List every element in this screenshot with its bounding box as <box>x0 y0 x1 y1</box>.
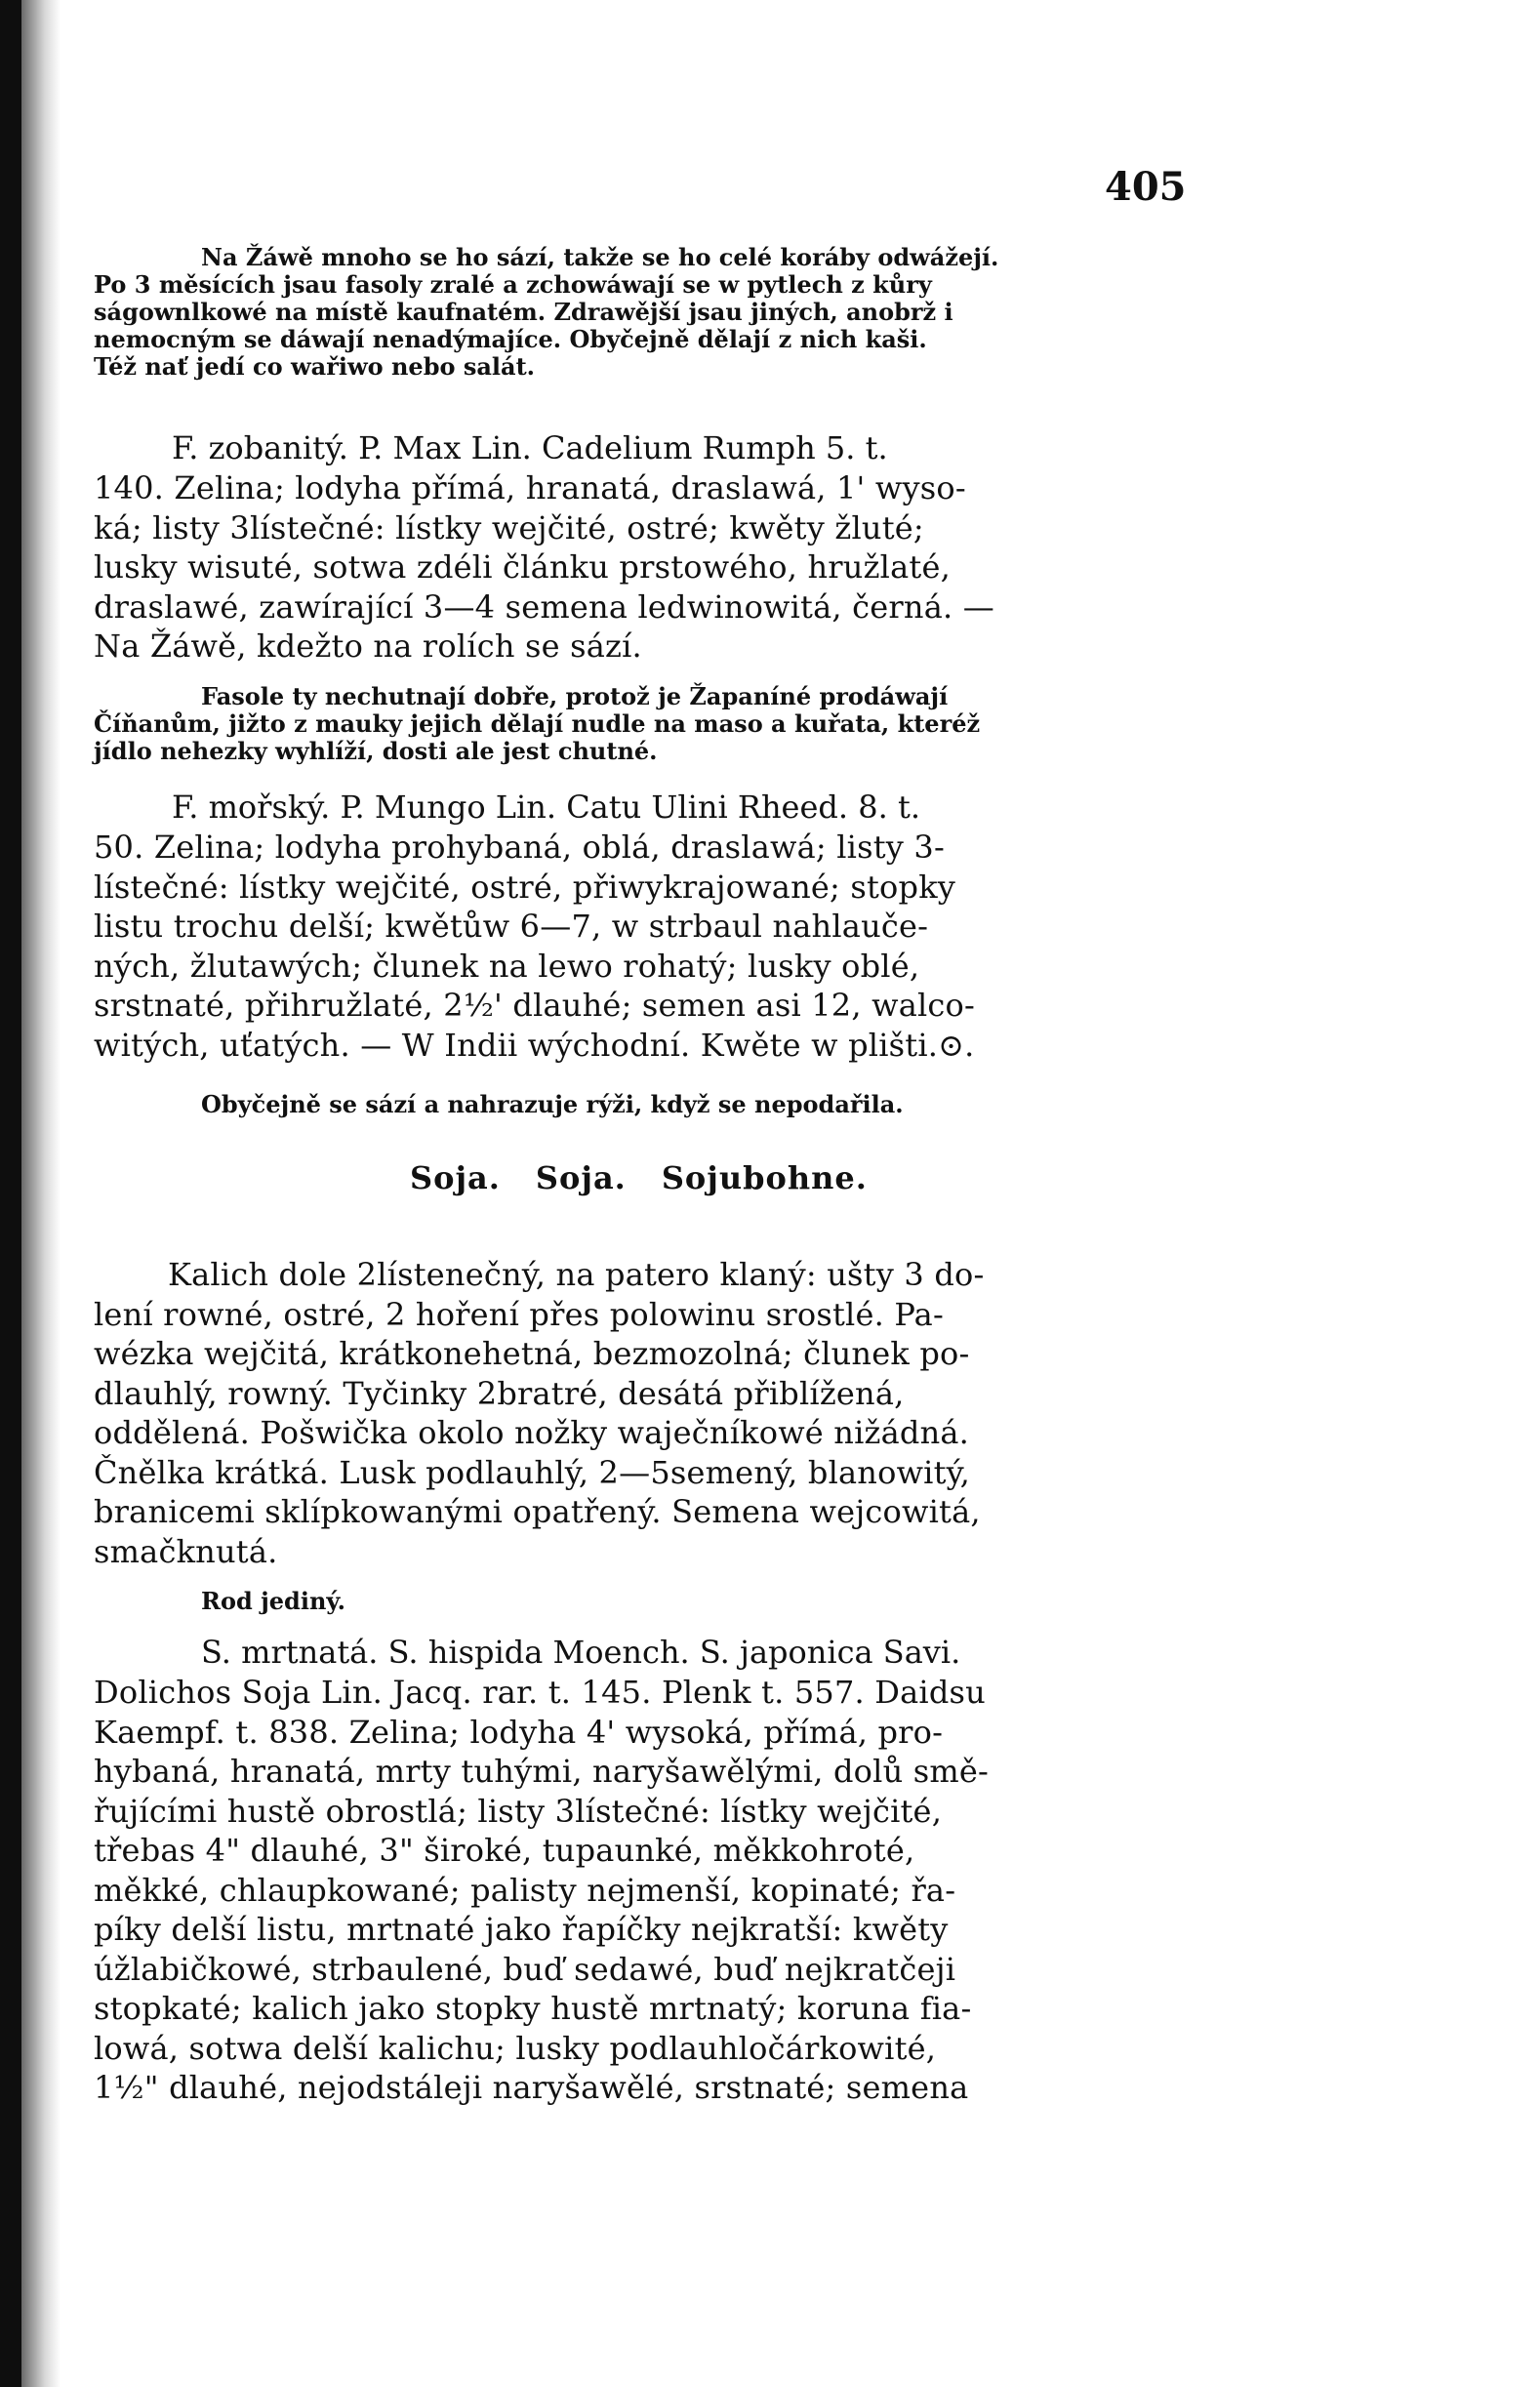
text-line: 140. Zelina; lodyha přímá, hranatá, draslawá, 1' wyso- <box>94 469 966 506</box>
text-line: píky delší listu, mrtnaté jako řapíčky nejkratší: kwěty <box>94 1911 949 1948</box>
text-line: Kalich dole 2lístenečný, na patero klaný: ušty 3 do- <box>168 1256 985 1293</box>
gutter-shadow <box>21 0 61 2387</box>
text-line: lusky wisuté, sotwa zdéli článku prstowého, hružlaté, <box>94 548 951 586</box>
text-line: úžlabičkowé, strbaulené, buď sedawé, buď nejkratčeji <box>94 1950 956 1988</box>
species-description <box>94 468 1148 667</box>
text-line: wézka wejčitá, krátkonehetná, bezmozolná; člunek po- <box>94 1335 970 1372</box>
species-note <box>94 1091 1148 1118</box>
text-line: Dolichos Soja Lin. Jacq. rar. t. 145. Plenk t. 557. Daidsu <box>94 1674 986 1711</box>
text-line: Kaempf. t. 838. Zelina; lodyha 4' wysoká, přímá, pro- <box>94 1713 944 1751</box>
text-line: nemocným se dáwají nenadýmajíce. Obyčejně dělají z nich kaši. <box>94 325 927 353</box>
text-line: hybaná, hranatá, mrty tuhými, naryšawělými, dolů smě- <box>94 1753 990 1790</box>
text-line: ných, žlutawých; člunek na lewo rohatý; lusky oblé, <box>94 947 920 985</box>
text-line: ságownlkowé na místě kaufnatém. Zdrawější jsau jiných, anobrž i <box>94 298 953 326</box>
text-line: Též nať jedí co wařiwo nebo salát. <box>94 352 536 381</box>
species-description <box>94 1673 1148 2108</box>
text-line: Na Žáwě mnoho se ho sází, takže se ho celé koráby odwážejí. <box>201 243 999 271</box>
text-line: lowá, sotwa delší kalichu; lusky podlauhločárkowité, <box>94 2029 937 2067</box>
genus-description <box>94 1255 1148 1571</box>
intro-note <box>94 244 1148 381</box>
text-line: stopkaté; kalich jako stopky hustě mrtnatý; koruna fia- <box>94 1990 972 2027</box>
species-heading: S. mrtnatá. S. hispida Moench. S. japonica Savi. <box>201 1634 961 1671</box>
text-line: řujícími hustě obrostlá; listy 3lístečné: lístky wejčité, <box>94 1792 943 1830</box>
species-description <box>94 828 1148 1065</box>
text-line: Obyčejně se sází a nahrazuje rýži, když se nepodařila. <box>201 1090 904 1118</box>
text-line: draslawé, zawírající 3—4 semena ledwinowitá, černá. — <box>94 587 994 626</box>
text-line: 1½" dlauhé, nejodstáleji naryšawělé, srstnaté; semena <box>94 2069 969 2106</box>
species-heading: F. zobanitý. P. Max Lin. Cadelium Rumph 5. t. <box>172 429 888 466</box>
text-line: lení rowné, ostré, 2 hoření přes polowinu srostlé. Pa- <box>94 1295 944 1333</box>
text-line: smačknutá. <box>94 1532 278 1570</box>
genus-name-czech: Soja. <box>535 1159 627 1196</box>
book-spine <box>0 0 21 2387</box>
text-line: jídlo nehezky wyhlíží, dosti ale jest chutné. <box>94 737 658 765</box>
genus-name-german: Sojubohne. <box>661 1159 868 1196</box>
text-line: Po 3 měsících jsau fasoly zralé a zchowáwají se w pytlech z kůry <box>94 270 932 299</box>
genus-note: Rod jediný. <box>201 1587 345 1615</box>
text-line: listu trochu delší; kwětůw 6—7, w strbaul nahlauče- <box>94 908 929 945</box>
text-line: Fasole ty nechutnají dobře, protož je Žapaníné prodáwají <box>201 682 949 710</box>
text-line: ká; listy 3lístečné: lístky wejčité, ostré; kwěty žluté; <box>94 508 924 546</box>
species-note <box>94 683 1148 765</box>
text-line: měkké, chlaupkowané; palisty nejmenší, kopinaté; řa- <box>94 1871 956 1909</box>
text-line: srstnaté, přihružlaté, 2½' dlauhé; semen asi 12, walco- <box>94 987 976 1024</box>
text-line: Číňanům, jižto z mauky jejich dělají nudle na maso a kuřata, kteréž <box>94 709 981 738</box>
text-line: witých, uťatých. — W Indii wýchodní. Kwěte w plišti.⊙. <box>94 1026 975 1064</box>
text-line: Na Žáwě, kdežto na rolích se sází. <box>94 627 642 665</box>
genus-heading <box>410 1159 903 1196</box>
text-line: 50. Zelina; lodyha prohybaná, oblá, draslawá; listy 3- <box>94 829 945 866</box>
text-line: lístečné: lístky wejčité, ostré, přiwykrajowané; stopky <box>94 868 956 906</box>
text-line: Čnělka krátká. Lusk podlauhlý, 2—5semený, blanowitý, <box>94 1453 971 1491</box>
text-line: třebas 4" dlauhé, 3" široké, tupaunké, měkkohroté, <box>94 1832 915 1869</box>
text-line: dlauhlý, rowný. Tyčinky 2bratré, desátá přiblížená, <box>94 1374 905 1412</box>
text-line: oddělená. Pošwička okolo nožky waječníkowé nižádná. <box>94 1414 970 1451</box>
page-number: 405 <box>1105 164 1187 210</box>
text-line: branicemi sklípkowanými opatřený. Semena wejcowitá, <box>94 1493 981 1530</box>
species-heading: F. mořský. P. Mungo Lin. Catu Ulini Rheed. 8. t. <box>172 789 920 826</box>
genus-name-latin: Soja. <box>410 1159 501 1196</box>
